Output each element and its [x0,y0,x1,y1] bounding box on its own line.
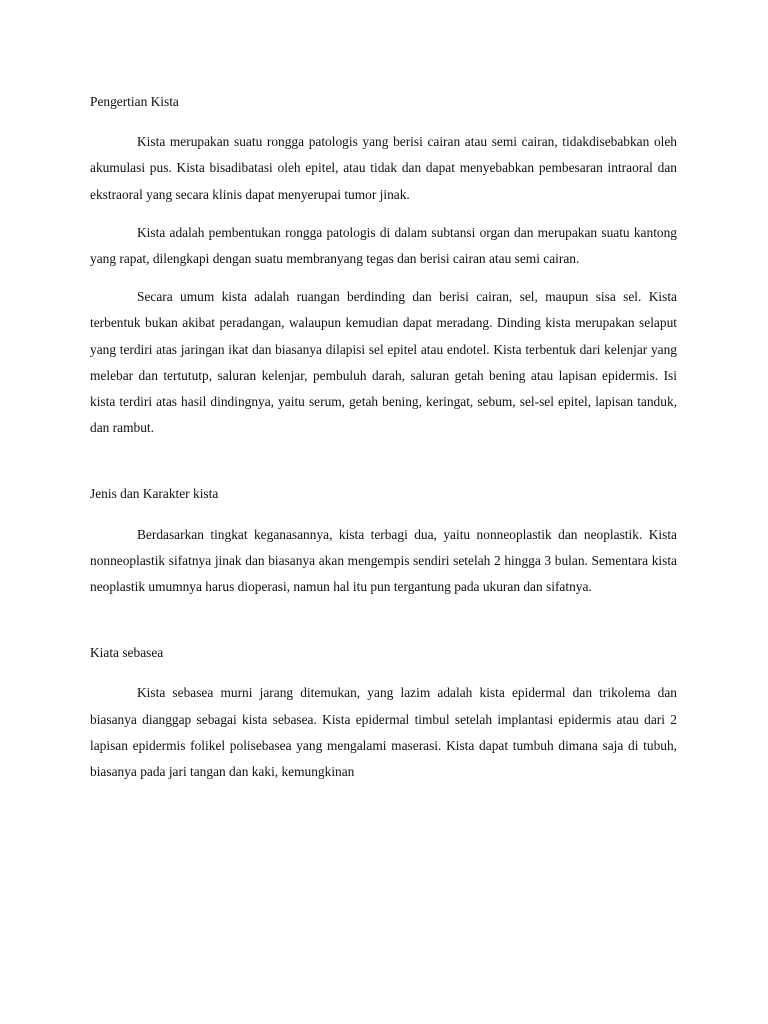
paragraph: Kista adalah pembentukan rongga patologis di dalam subtansi organ dan merupakan suatu kantong yang rapat, dilengkapi dengan suatu membranyang tegas dan berisi cairan atau semi cairan. [90,224,677,267]
paragraph: Berdasarkan tingkat keganasannya, kista terbagi dua, yaitu nonneoplastik dan neoplastik. Kista nonneoplastik sifatnya jinak dan biasanya akan mengempis sendiri setelah 2 hingga 3 bulan. Sementara kista neoplastik umumnya harus dioperasi, namun hal itu pun tergantung pada ukuran dan sifatnya. [90,526,677,595]
section-heading: Kiata sebasea [90,645,164,661]
paragraph: Secara umum kista adalah ruangan berdinding dan berisi cairan, sel, maupun sisa sel. Kista terbentuk bukan akibat peradangan, walaupun kemudian dapat meradang. Dinding kista merupakan selaput yang terdiri atas jaringan ikat dan biasanya dilapisi sel epitel atau endotel. Kista terbentuk dari kelenjar yang melebar dan tertututp, saluran kelenjar, pembuluh darah, saluran getah bening atau lapisan epidermis. Isi kista terdiri atas hasil dindingnya, yaitu serum, getah bening, keringat, sebum, sel-sel epitel, lapisan tanduk, dan rambut. [90,289,677,436]
section-heading: Jenis dan Karakter kista [90,486,219,502]
section-heading: Pengertian Kista [90,94,179,109]
paragraph: Kista sebasea murni jarang ditemukan, yang lazim adalah kista epidermal dan trikolema dan biasanya dianggap sebagai kista sebasea. Kista epidermal timbul setelah implantasi epidermis atau dari 2 lapisan epidermis folikel polisebasea yang mengalami maserasi. Kista dapat tumbuh dimana saja di tubuh, biasanya pada jari tangan dan kaki, kemungkinan [90,685,677,780]
document-page [90,89,677,797]
paragraph: Kista merupakan suatu rongga patologis yang berisi cairan atau semi cairan, tidakdisebabkan oleh akumulasi pus. Kista bisadibatasi oleh epitel, atau tidak dan dapat menyebabkan pembesaran intraoral dan ekstraoral yang secara klinis dapat menyerupai tumor jinak. [90,134,677,202]
